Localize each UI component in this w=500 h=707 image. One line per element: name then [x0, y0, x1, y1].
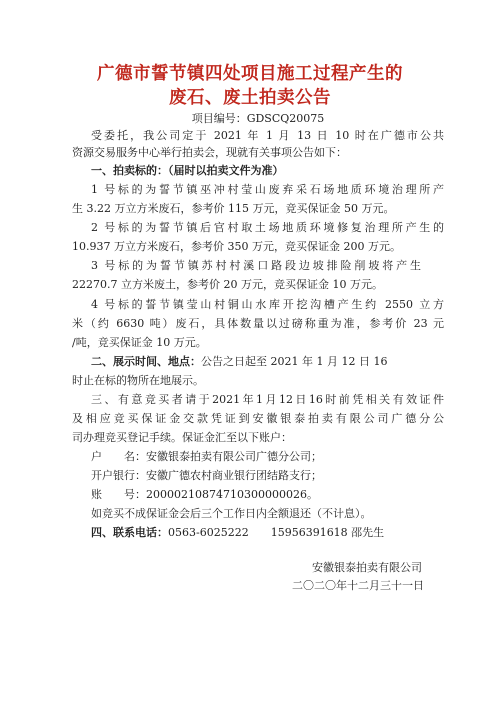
- lot2-line-2: 10.937 万立方米废石，参考价 350 万元，竞买保证金 200 万元。: [72, 240, 401, 253]
- account-bank-row: [91, 469, 444, 482]
- lot2-line-1: 2 号标的为誓节镇后官村取土场地质环境修复治理所产生的: [91, 221, 444, 234]
- account-bank-value: 安徽广德农村商业银行团结路支行；: [146, 469, 322, 482]
- project-number: 项目编号：GDSCQ20075: [191, 112, 325, 125]
- account-bank-label: 开户银行：: [91, 469, 146, 482]
- account-name-label: 户 名：: [91, 450, 146, 463]
- section3-line-1: 三、有意竞买者请于2021年1月12日16时前凭相关有效证件: [91, 393, 444, 406]
- lot4-line-2: 米（约 6630 吨）废石，具体数量以过磅称重为准，参考价 23 元: [72, 317, 444, 330]
- lot1-line-1: 1 号标的为誓节镇巫冲村莹山废弃采石场地质环境治理所产: [91, 183, 444, 196]
- account-name-row: [91, 450, 444, 463]
- section2-line-1: [91, 355, 444, 368]
- section2-text: 公告之日起至 2021 年 1 月 12 日 16: [201, 355, 388, 368]
- title-line-1: 广德市誓节镇四处项目施工过程产生的: [97, 64, 403, 84]
- account-name-value: 安徽银泰拍卖有限公司广德分公司；: [146, 450, 322, 463]
- lot3-line-2: 22270.7 立方米废土，参考价 20 万元，竞买保证金 10 万元。: [72, 278, 383, 291]
- title-line-2: 废石、废土拍卖公告: [169, 88, 331, 108]
- intro-line-1: 受委托，我公司定于 2021 年 1 月 13 日 10 时在广德市公共: [91, 129, 444, 142]
- account-number-label: 账 号：: [91, 488, 146, 501]
- lot3-line-1: 3 号标的为誓节镇苏村村溪口路段边坡排险削坡将产生: [91, 259, 421, 272]
- section3-line-2: 及相应竞买保证金交款凭证到安徽银泰拍卖有限公司广德分公: [72, 412, 444, 425]
- intro-line-2: 资源交易服务中心举行拍卖会，现就有关事项公告如下：: [72, 146, 347, 159]
- account-number-row: [91, 488, 444, 501]
- section1-heading: 一、拍卖标的：（届时以拍卖文件为准）: [91, 164, 284, 177]
- account-number-value: 20000210874710300000026。: [146, 488, 318, 501]
- signature-company: 安徽银泰拍卖有限公司: [312, 561, 422, 574]
- section2-line-2: 时止在标的物所在地展示。: [72, 374, 204, 387]
- lot1-line-2: 生 3.22 万立方米废石，参考价 115 万元，竞买保证金 50 万元。: [72, 202, 395, 215]
- section4-line: [91, 526, 444, 539]
- signature-date: 二〇二〇年十二月三十一日: [292, 579, 424, 592]
- section2-heading: 二、展示时间、地点：: [91, 355, 201, 368]
- contact-phones: 0563-6025222 15956391618 邵先生: [168, 526, 385, 539]
- lot4-line-1: 4 号标的誓节镇莹山村铜山水库开挖沟槽产生约 2550 立方: [91, 298, 444, 311]
- refund-note: 如竞买不成保证金会后三个工作日内全额退还（不计息）。: [91, 507, 372, 520]
- lot4-line-3: /吨，竞买保证金 10 万元。: [72, 336, 207, 349]
- section3-line-3: 司办理竞买登记手续。保证金汇至以下账户：: [72, 431, 292, 444]
- section4-heading: 四、联系电话：: [91, 526, 168, 539]
